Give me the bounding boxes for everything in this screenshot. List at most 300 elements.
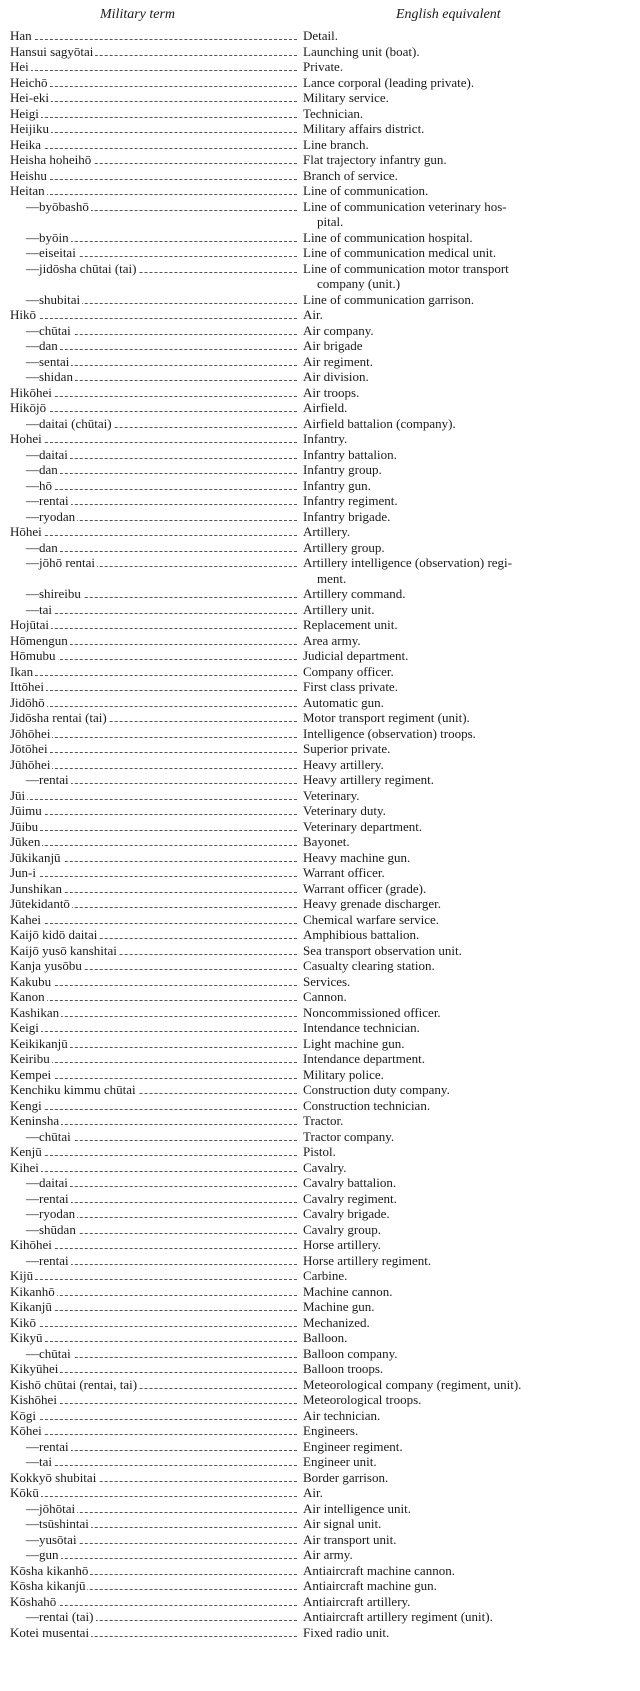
military-term [10,1361,303,1377]
glossary-entry [10,1563,632,1579]
english-equivalent [303,664,632,680]
military-term-text: —daitai (chūtai) [10,416,114,431]
english-equivalent-text: Carbine. [303,1268,348,1283]
english-equivalent [303,617,632,633]
glossary-entry [10,850,632,866]
military-term-text: —rentai [10,1439,71,1454]
military-term [10,1563,303,1579]
english-equivalent [303,1284,632,1300]
military-term [10,137,303,153]
military-term-text: —dan [10,338,60,353]
glossary-entry [10,1501,632,1517]
english-equivalent-text: Tractor. [303,1113,344,1128]
glossary-entry [10,44,632,60]
english-equivalent [303,1454,632,1470]
english-equivalent [303,819,632,835]
english-equivalent [303,943,632,959]
glossary-entry [10,1175,632,1191]
english-equivalent [303,292,632,308]
english-equivalent-text: Air regiment. [303,353,374,369]
english-equivalent [303,912,632,928]
english-equivalent [303,865,632,881]
military-term [10,1268,303,1284]
english-equivalent [303,509,632,525]
glossary-entry [10,1547,632,1563]
glossary-entry [10,183,632,199]
military-term [10,617,303,633]
english-equivalent [303,106,632,122]
military-term [10,974,303,990]
military-term-text: —shubitai [10,292,82,307]
english-equivalent-text: Line of communication motor transport [303,260,509,276]
military-term [10,1315,303,1331]
military-term [10,44,303,60]
english-equivalent-text: Cavalry. [303,1159,347,1175]
english-equivalent-text: Infantry. [303,431,348,446]
military-term [10,416,303,432]
english-equivalent-text: Judicial department. [303,648,409,663]
glossary-entry [10,679,632,695]
glossary-entry [10,323,632,339]
military-term [10,121,303,137]
english-equivalent-text: Intendance department. [303,1051,425,1066]
glossary-entry [10,602,632,618]
english-equivalent-text: Replacement unit. [303,617,398,632]
english-equivalent [303,834,632,850]
english-equivalent-text: Noncommissioned officer. [303,1004,441,1020]
english-equivalent [303,1082,632,1098]
military-term-text: Kempei [10,1066,52,1082]
glossary-entry [10,1160,632,1176]
military-term-text: —dan [10,462,60,477]
military-term [10,1005,303,1021]
english-equivalent-text: Tractor company. [303,1128,395,1144]
english-equivalent-text: Airfield. [303,400,348,415]
english-equivalent-text: Infantry battalion. [303,446,397,462]
military-term-text: Jōhōhei [10,725,51,741]
glossary-entry [10,354,632,370]
military-term-text: Hansui sagyōtai [10,43,94,59]
military-term [10,1392,303,1408]
english-equivalent [303,602,632,618]
military-term-text: Hohei [10,431,42,446]
english-equivalent [303,1036,632,1052]
military-term-text: —tai [10,602,54,617]
military-term [10,1206,303,1222]
glossary-entry [10,803,632,819]
english-equivalent-text: Horse artillery. [303,1237,381,1252]
military-term-text: Jūkikanjū [10,849,61,865]
military-term [10,1020,303,1036]
military-term [10,59,303,75]
military-term-text: Kikyū [10,1330,43,1345]
english-equivalent [303,896,632,912]
military-term [10,385,303,401]
english-equivalent [303,1392,632,1408]
english-equivalent-text: Line of communication medical unit. [303,245,497,260]
english-equivalent [303,493,632,509]
glossary-entry [10,28,632,44]
english-equivalent-text: Air army. [303,1547,353,1562]
english-equivalent [303,385,632,401]
english-equivalent-text: Balloon troops. [303,1361,384,1376]
glossary-entry [10,757,632,773]
military-term-text: —rentai [10,493,71,508]
english-equivalent [303,648,632,664]
glossary-entry [10,881,632,897]
glossary-entry [10,1222,632,1238]
military-term-text: Keiribu [10,1051,50,1066]
glossary-entry [10,648,632,664]
military-term-text: Kikyūhei [10,1361,59,1376]
military-term-text: Hei [10,59,29,74]
english-equivalent [303,90,632,106]
english-equivalent [303,586,632,602]
military-term [10,1423,303,1439]
english-equivalent [303,772,632,788]
military-term-text: Ikan [10,663,34,679]
english-equivalent-text: Company officer. [303,663,394,679]
english-equivalent-text: Military affairs district. [303,121,425,136]
military-term-text: Kōsha kikanjū [10,1578,86,1593]
glossary-entry [10,943,632,959]
military-term-text: —rentai [10,1191,71,1206]
military-term [10,741,303,757]
military-term [10,1113,303,1129]
english-equivalent [303,1408,632,1424]
military-term-text: —jōhōtai [10,1501,77,1516]
glossary-entry [10,338,632,354]
military-term-text: Hōmengun [10,632,68,648]
military-term [10,881,303,897]
english-equivalent-text: Balloon company. [303,1345,398,1361]
military-term-text: Heijiku [10,121,49,136]
military-term [10,1625,303,1641]
english-equivalent-text: Construction technician. [303,1097,431,1113]
english-equivalent [303,695,632,711]
military-term [10,354,303,370]
english-equivalent-text: Air transport unit. [303,1531,397,1547]
military-term [10,819,303,835]
english-equivalent-text: Amphibious battalion. [303,927,420,942]
military-term [10,431,303,447]
english-equivalent [303,1051,632,1067]
military-term [10,788,303,804]
english-equivalent-text: Sea transport observation unit. [303,942,462,958]
military-term [10,1222,303,1238]
english-equivalent [303,59,632,75]
glossary-entry [10,974,632,990]
glossary-entry [10,819,632,835]
english-equivalent [303,1222,632,1238]
english-equivalent [303,1609,632,1625]
military-term [10,1082,303,1098]
english-equivalent [303,710,632,726]
english-equivalent [303,1113,632,1129]
glossary-entry [10,896,632,912]
glossary-entry [10,462,632,478]
glossary-entry [10,788,632,804]
english-equivalent-text: Balloon. [303,1330,348,1345]
glossary-entry [10,555,632,586]
english-equivalent-text: Veterinary department. [303,818,423,834]
military-term-text: Keigi [10,1020,39,1035]
english-equivalent [303,1361,632,1377]
english-equivalent [303,230,632,246]
glossary-entry [10,106,632,122]
english-equivalent [303,416,632,432]
english-equivalent [303,44,632,60]
english-equivalent [303,788,632,804]
military-term-text: —gun [10,1547,61,1562]
english-equivalent [303,1516,632,1532]
english-equivalent-text: Heavy machine gun. [303,849,411,865]
english-equivalent [303,75,632,91]
military-term-text: Kōhei [10,1423,42,1438]
english-equivalent-text: Military service. [303,90,389,105]
english-equivalent-text: Mechanized. [303,1314,370,1330]
english-equivalent [303,183,632,199]
military-term [10,168,303,184]
english-equivalent-text: Light machine gun. [303,1035,405,1051]
military-term [10,664,303,680]
glossary-entry [10,1020,632,1036]
military-term-text: Heichō [10,74,48,90]
glossary-entry [10,1625,632,1641]
english-equivalent-text: Area army. [303,632,361,648]
glossary-entry [10,90,632,106]
english-equivalent-text: First class private. [303,679,398,694]
military-term [10,478,303,494]
english-equivalent [303,462,632,478]
english-equivalent-text: Technician. [303,105,364,121]
military-term-text: —daitai [10,1175,70,1190]
english-equivalent-text: Pistol. [303,1144,336,1159]
glossary-entry [10,1346,632,1362]
english-equivalent-text: Line of communication garrison. [303,291,475,307]
military-term-text: Kokkyō shubitai [10,1469,97,1485]
military-term [10,943,303,959]
military-term [10,633,303,649]
english-equivalent-text: Superior private. [303,741,391,756]
glossary-entry [10,1253,632,1269]
military-term [10,245,303,261]
english-equivalent [303,1423,632,1439]
glossary-entry [10,431,632,447]
english-equivalent-text: Air intelligence unit. [303,1500,411,1516]
glossary-entry [10,121,632,137]
military-term-text: Jun-i [10,865,36,880]
military-term-text: Jidōsha rentai (tai) [10,710,107,725]
military-term-text: Kaijō yusō kanshitai [10,942,117,958]
english-equivalent [303,245,632,261]
glossary-entry [10,1392,632,1408]
glossary-entry [10,168,632,184]
english-equivalent [303,28,632,44]
military-term [10,1578,303,1594]
military-term-text: —rentai (tai) [10,1609,96,1624]
military-term [10,1098,303,1114]
english-equivalent [303,1129,632,1145]
glossary-entry [10,307,632,323]
military-term-text: Heigi [10,105,39,121]
military-term [10,679,303,695]
english-equivalent [303,1253,632,1269]
military-term [10,1547,303,1563]
english-equivalent [303,1020,632,1036]
english-equivalent-text: Line of communication veterinary hos- [303,198,507,214]
military-term [10,338,303,354]
english-equivalent-text: Warrant officer (grade). [303,880,427,896]
english-equivalent [303,1191,632,1207]
military-term-text: —chūtai [10,323,73,338]
military-term-text: Kishōhei [10,1392,57,1407]
english-equivalent-continuation: ment. [317,570,347,586]
glossary-entry [10,1377,632,1393]
military-term [10,524,303,540]
glossary-entry [10,1005,632,1021]
english-equivalent-text: Heavy grenade discharger. [303,896,442,911]
military-term [10,1067,303,1083]
english-equivalent-text: Air division. [303,369,369,384]
military-term [10,1377,303,1393]
military-term [10,1051,303,1067]
english-equivalent-text: Cannon. [303,989,347,1004]
english-equivalent [303,1330,632,1346]
military-term-text: —eiseitai [10,245,78,260]
glossary-entry [10,75,632,91]
military-term-text: —byōbashō [10,199,91,214]
english-equivalent-text: Intelligence (observation) troops. [303,725,476,741]
military-term-text: —dan [10,540,60,555]
military-term [10,1485,303,1501]
english-equivalent-text: Air troops. [303,384,360,400]
glossary-entry [10,400,632,416]
english-equivalent-text: Artillery group. [303,539,385,555]
english-equivalent [303,1268,632,1284]
military-term-text: —hō [10,478,54,493]
glossary-entry [10,1330,632,1346]
military-term-text: Kihei [10,1159,39,1175]
military-term [10,1144,303,1160]
english-equivalent-text: Line of communication. [303,183,429,198]
military-term-text: —ryodan [10,509,77,524]
english-equivalent [303,974,632,990]
english-equivalent [303,741,632,757]
military-term-text: Keninsha [10,1113,60,1128]
english-equivalent-text: Branch of service. [303,167,398,183]
military-term [10,183,303,199]
military-term-text: —tai [10,1454,54,1469]
military-term-text: —shireibu [10,586,83,601]
english-equivalent-text: Air signal unit. [303,1516,382,1531]
military-term-text: Hikōhei [10,384,52,400]
english-equivalent [303,633,632,649]
military-term-text: —rentai [10,772,71,787]
military-term-text: Jūi [10,787,26,803]
military-term [10,989,303,1005]
english-equivalent-text: Antiaircraft artillery. [303,1593,411,1609]
glossary-entry [10,416,632,432]
military-term-text: Hojūtai [10,617,49,632]
english-equivalent-text: Artillery unit. [303,601,375,617]
english-equivalent [303,1470,632,1486]
military-term-text: Kikō [10,1314,36,1330]
military-term [10,1516,303,1532]
english-equivalent [303,199,632,230]
military-term-text: Jōtōhei [10,741,48,756]
english-equivalent [303,1315,632,1331]
glossary-entry [10,710,632,726]
military-term-text: Kihōhei [10,1237,52,1252]
military-term-text: Kakubu [10,973,52,989]
military-term [10,509,303,525]
glossary-entry [10,1470,632,1486]
military-term-text: Jūtekidantō [10,896,70,911]
english-equivalent-text: Fixed radio unit. [303,1624,390,1640]
military-term [10,323,303,339]
military-term-text: Hōhei [10,524,42,539]
military-term [10,1594,303,1610]
english-equivalent [303,1005,632,1021]
english-equivalent-text: Flat trajectory infantry gun. [303,152,447,167]
military-term-text: Kōsha kikanhō [10,1562,89,1578]
military-term [10,896,303,912]
military-term [10,1609,303,1625]
english-equivalent-text: Horse artillery regiment. [303,1252,432,1268]
english-equivalent [303,524,632,540]
glossary-entry [10,772,632,788]
english-equivalent [303,679,632,695]
english-equivalent [303,1237,632,1253]
english-equivalent-text: Line of communication hospital. [303,229,473,245]
english-equivalent [303,1098,632,1114]
military-term [10,1532,303,1548]
english-equivalent [303,1485,632,1501]
english-equivalent [303,1299,632,1315]
military-term [10,586,303,602]
military-term [10,292,303,308]
english-equivalent [303,1439,632,1455]
english-equivalent-text: Chemical warfare service. [303,911,440,927]
military-term [10,1299,303,1315]
military-term [10,772,303,788]
military-term [10,1175,303,1191]
glossary-entry [10,261,632,292]
english-equivalent [303,1175,632,1191]
glossary-list [10,28,632,1640]
glossary-entry [10,695,632,711]
military-term-text: Kōgi [10,1407,36,1423]
military-term [10,1501,303,1517]
english-equivalent [303,540,632,556]
english-equivalent-text: Launching unit (boat). [303,43,420,59]
english-equivalent [303,1067,632,1083]
english-equivalent [303,1578,632,1594]
military-term [10,850,303,866]
military-term-text: Heisha hoheihō [10,152,92,167]
military-term-text: Kōshahō [10,1593,57,1609]
military-term-text: Kijū [10,1268,34,1283]
glossary-entry [10,199,632,230]
military-term [10,726,303,742]
english-equivalent-text: Border garrison. [303,1469,389,1485]
military-term [10,958,303,974]
military-term [10,1129,303,1145]
english-equivalent-text: Airfield battalion (company). [303,415,456,431]
glossary-entry [10,1361,632,1377]
english-equivalent-text: Private. [303,59,344,74]
